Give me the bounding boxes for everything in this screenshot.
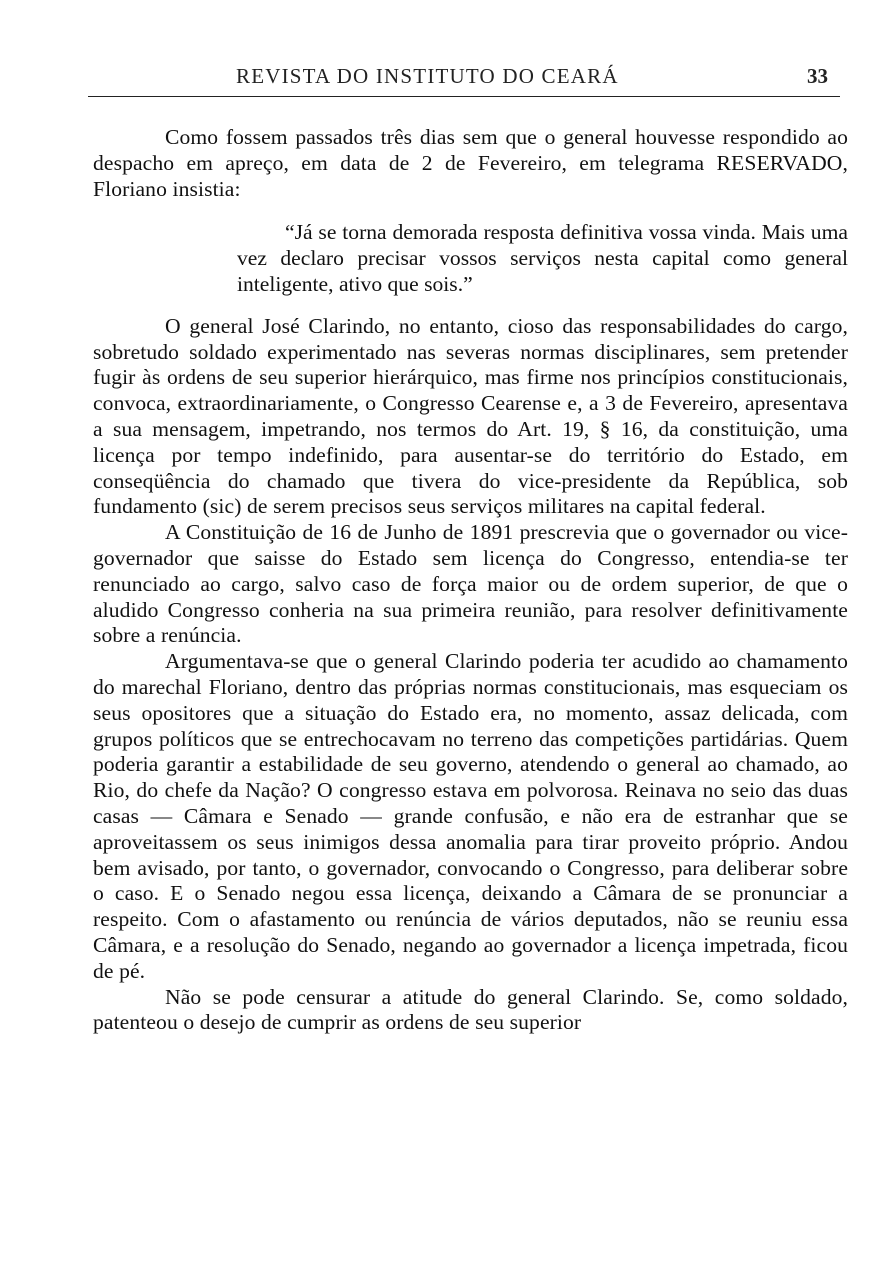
body-text bbox=[93, 125, 848, 1036]
paragraph-4: Argumentava-se que o general Clarindo poderia ter acudido ao chamamento do marechal Floriano, dentro das próprias normas constitucionais, mas esqueciam os seus opositores que a situação do Estado era, no momento, assaz delicada, com grupos políticos que se entrechocavam no terreno das competições partidárias. Quem poderia garantir a estabilidade de seu governo, atendendo o general ao chamado, ao Rio, do chefe da Nação? O congresso estava em polvorosa. Reinava no seio das duas casas — Câmara e Senado — grande confusão, e não era de estranhar que se aproveitassem os seus inimigos dessa anomalia para tirar proveito próprio. Andou bem avisado, por tanto, o governador, convocando o Congresso, para deliberar sobre o caso. E o Senado negou essa licença, deixando a Câmara de se pronunciar a respeito. Com o afastamento ou renúncia de vários deputados, não se reuniu essa Câmara, e a resolução do Senado, negando ao governador a licença impetrada, ficou de pé. bbox=[93, 649, 848, 983]
paragraph-5: Não se pode censurar a atitude do general Clarindo. Se, como soldado, patenteou o desejo de cumprir as ordens de seu superior bbox=[93, 984, 848, 1035]
quoted-telegram: “Já se torna demorada resposta definitiva vossa vinda. Mais uma vez declaro precisar vossos serviços nesta capital como general inteligente, ativo que sois.” bbox=[237, 220, 848, 296]
page-number: 33 bbox=[807, 64, 828, 88]
paragraph-3: A Constituição de 16 de Junho de 1891 prescrevia que o governador ou vice-governador que saisse do Estado sem licença do Congresso, entendia-se ter renunciado ao cargo, salvo caso de força maior ou de ordem superior, de que o aludido Congresso conheria na sua primeira reunião, para resolver definitivamente sobre a renúncia. bbox=[93, 520, 848, 648]
paragraph-2: O general José Clarindo, no entanto, cioso das responsabilidades do cargo, sobretudo soldado experimentado nas severas normas disciplinares, sem pretender fugir às ordens de seu superior hierárquico, mas firme nos princípios constitucionais, convoca, extraordinariamente, o Congresso Cearense e, a 3 de Fevereiro, apresentava a sua mensagem, impetrando, nos termos do Art. 19, § 16, da constituição, uma licença por tempo indefinido, para ausentar-se do território do Estado, em conseqüência do chamado que tivera do vice-presidente da República, sob fundamento (sic) de serem precisos seus serviços militares na capital federal. bbox=[93, 313, 848, 519]
running-title: REVISTA DO INSTITUTO DO CEARÁ bbox=[236, 64, 619, 88]
page-header bbox=[88, 62, 840, 97]
paragraph-1: Como fossem passados três dias sem que o general houvesse respondido ao despacho em apreço, em data de 2 de Fevereiro, em telegrama RESERVADO, Floriano insistia: bbox=[93, 125, 848, 201]
